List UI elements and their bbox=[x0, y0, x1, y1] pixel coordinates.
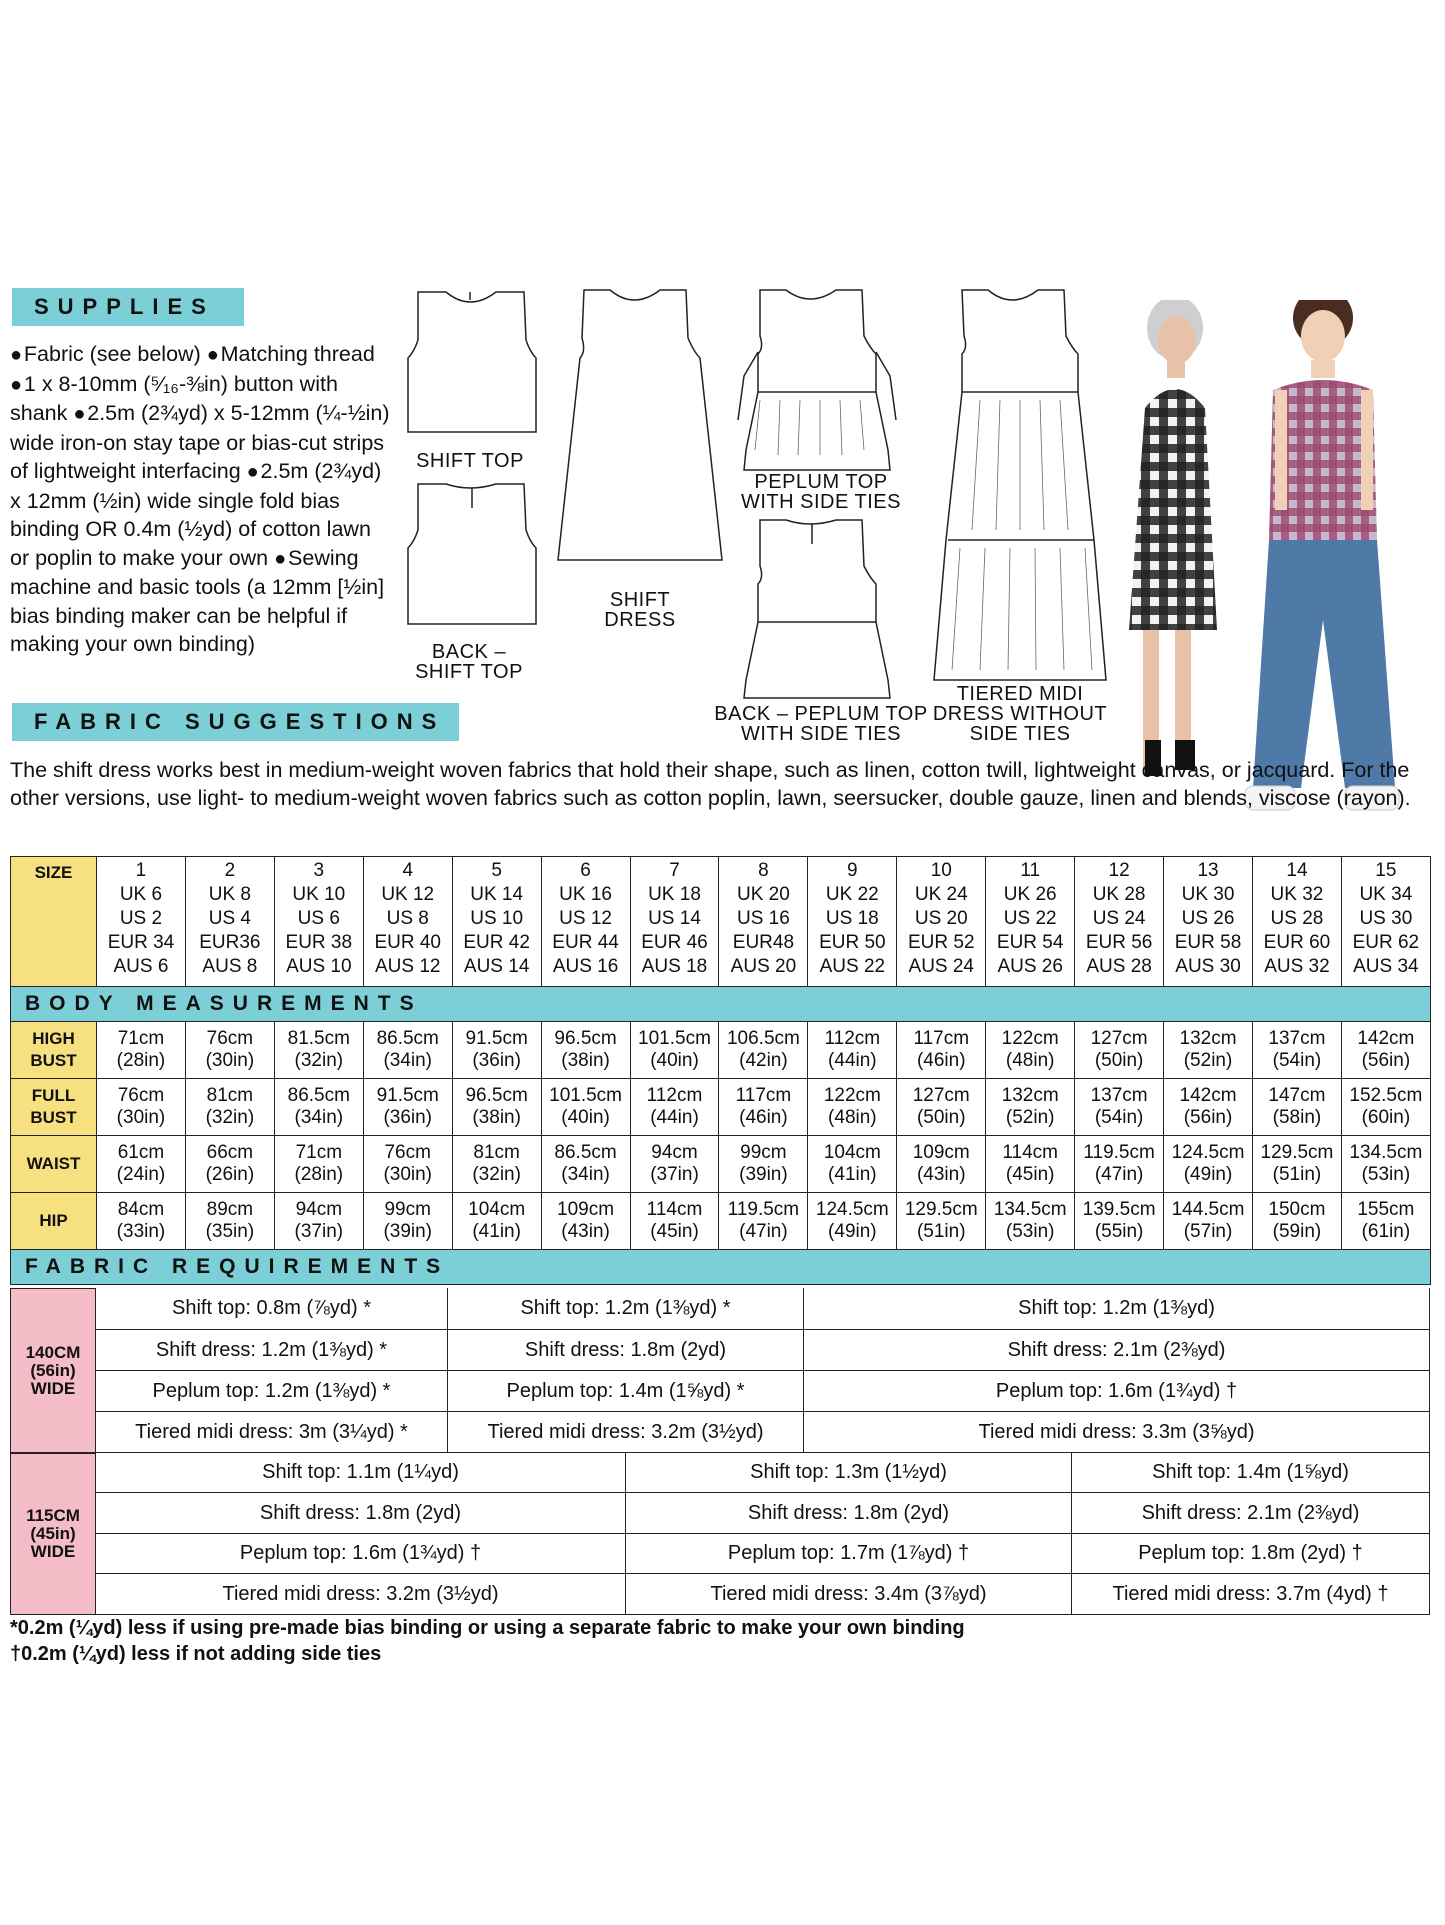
measurement-cell bbox=[541, 1079, 630, 1136]
measurement-in: (34in) bbox=[294, 1107, 344, 1128]
req-cell: Peplum top: 1.4m (1⅝yd) * bbox=[448, 1371, 804, 1411]
measurement-in: (56in) bbox=[1183, 1107, 1233, 1128]
measurement-cell bbox=[1075, 1136, 1164, 1193]
size-cell: 15 UK 34 US 30 EUR 62 AUS 34 bbox=[1341, 857, 1430, 987]
measurement-in: (40in) bbox=[650, 1050, 699, 1071]
req-cell: Tiered midi dress: 3m (3¼yd) * bbox=[96, 1412, 448, 1452]
measurement-in: (43in) bbox=[561, 1221, 610, 1242]
measurement-label: WAIST bbox=[11, 1136, 97, 1193]
measurement-cell bbox=[719, 1022, 808, 1079]
measurement-cm: 124.5cm bbox=[1171, 1142, 1245, 1163]
req-cell: Shift dress: 2.1m (2⅜yd) bbox=[1141, 1501, 1360, 1524]
measurement-in: (48in) bbox=[828, 1107, 877, 1128]
measurement-in: (53in) bbox=[1005, 1221, 1055, 1242]
req-cell: Peplum top: 1.8m (2yd) † bbox=[1138, 1542, 1363, 1564]
measurement-cell bbox=[1164, 1022, 1253, 1079]
req-row bbox=[96, 1412, 1430, 1453]
measurement-cell bbox=[1075, 1022, 1164, 1079]
measurement-cm: 81cm bbox=[206, 1085, 254, 1106]
measurement-cell bbox=[97, 1193, 186, 1250]
req-row bbox=[96, 1371, 1430, 1412]
measurement-cell bbox=[1252, 1079, 1341, 1136]
measurement-cell bbox=[719, 1079, 808, 1136]
measurement-in: (45in) bbox=[650, 1221, 699, 1242]
measurement-cell bbox=[541, 1022, 630, 1079]
measurement-in: (54in) bbox=[1272, 1050, 1322, 1071]
req-cell: Tiered midi dress: 3.7m (4yd) † bbox=[1112, 1582, 1389, 1605]
req-cell: Shift top: 1.1m (1¼yd) bbox=[96, 1453, 626, 1492]
measurement-in: (35in) bbox=[205, 1221, 255, 1242]
req-cell: Shift top: 1.4m (1⅝yd) bbox=[1152, 1461, 1349, 1483]
measurement-in: (24in) bbox=[116, 1164, 166, 1185]
measurement-cell bbox=[97, 1079, 186, 1136]
measurement-cm: 134.5cm bbox=[993, 1199, 1067, 1220]
measurement-cm: 104cm bbox=[823, 1142, 881, 1163]
measurement-cm: 142cm bbox=[1179, 1085, 1237, 1106]
measurement-cm: 71cm bbox=[117, 1028, 165, 1049]
measurement-cm: 114cm bbox=[646, 1199, 703, 1220]
fabric-suggestions-heading: FABRIC SUGGESTIONS bbox=[12, 703, 459, 741]
measurement-cm: 119.5cm bbox=[1083, 1142, 1155, 1163]
req-cell: Tiered midi dress: 3.3m (3⅝yd) bbox=[978, 1420, 1255, 1443]
measurement-in: (28in) bbox=[294, 1164, 344, 1185]
measurement-cell bbox=[808, 1022, 897, 1079]
size-cell: 12 UK 28 US 24 EUR 56 AUS 28 bbox=[1075, 857, 1164, 987]
measurement-cell bbox=[97, 1136, 186, 1193]
bullet-icon: ● bbox=[246, 461, 259, 483]
req-cell: Shift dress: 1.8m (2yd) bbox=[96, 1493, 626, 1533]
measurement-cell bbox=[897, 1136, 986, 1193]
measurement-in: (30in) bbox=[383, 1164, 433, 1185]
measurement-cm: 109cm bbox=[912, 1142, 970, 1163]
measurement-cell bbox=[452, 1079, 541, 1136]
measurement-cm: 99cm bbox=[740, 1142, 787, 1163]
size-cell: 11 UK 26 US 22 EUR 54 AUS 26 bbox=[986, 857, 1075, 987]
measurement-cell bbox=[97, 1022, 186, 1079]
measurement-cell bbox=[185, 1193, 274, 1250]
size-cell: 7 UK 18 US 14 EUR 46 AUS 18 bbox=[630, 857, 719, 987]
measurement-in: (48in) bbox=[1005, 1050, 1055, 1071]
measurement-cm: 91.5cm bbox=[465, 1028, 528, 1049]
measurement-cell bbox=[897, 1022, 986, 1079]
measurement-cell bbox=[630, 1079, 719, 1136]
measurement-cm: 104cm bbox=[468, 1199, 526, 1220]
measurement-in: (51in) bbox=[916, 1221, 966, 1242]
measurement-cell bbox=[630, 1022, 719, 1079]
measurement-cm: 122cm bbox=[1001, 1028, 1059, 1049]
measurement-in: (39in) bbox=[739, 1164, 788, 1185]
measurement-cm: 61cm bbox=[117, 1142, 165, 1163]
model-photo bbox=[1105, 300, 1435, 830]
measurement-cm: 81.5cm bbox=[287, 1028, 350, 1049]
measurement-cm: 132cm bbox=[1001, 1085, 1059, 1106]
measurement-in: (36in) bbox=[472, 1050, 521, 1071]
measurement-cm: 122cm bbox=[823, 1085, 881, 1106]
measurement-cell bbox=[986, 1136, 1075, 1193]
measurement-row bbox=[11, 1136, 1431, 1193]
measurement-cm: 134.5cm bbox=[1349, 1142, 1423, 1163]
measurement-cm: 147cm bbox=[1268, 1085, 1326, 1106]
measurement-cm: 109cm bbox=[557, 1199, 615, 1220]
measurement-in: (61in) bbox=[1361, 1221, 1411, 1242]
req-cell: Shift dress: 1.2m (1⅜yd) * bbox=[96, 1330, 448, 1370]
measurement-in: (43in) bbox=[916, 1164, 966, 1185]
measurement-in: (41in) bbox=[472, 1221, 521, 1242]
measurement-cell bbox=[274, 1193, 363, 1250]
measurement-in: (32in) bbox=[294, 1050, 344, 1071]
measurement-cell bbox=[897, 1193, 986, 1250]
measurement-in: (45in) bbox=[1005, 1164, 1055, 1185]
measurement-in: (57in) bbox=[1183, 1221, 1233, 1242]
label-peplum-top: PEPLUM TOP WITH SIDE TIES bbox=[741, 471, 901, 513]
measurement-in: (46in) bbox=[916, 1050, 966, 1071]
size-cell: 9 UK 22 US 18 EUR 50 AUS 22 bbox=[808, 857, 897, 987]
measurement-in: (36in) bbox=[383, 1107, 433, 1128]
measurement-in: (55in) bbox=[1094, 1221, 1144, 1242]
footnote-dagger: †0.2m (¼yd) less if not adding side ties bbox=[10, 1643, 382, 1665]
label-shift-top: SHIFT TOP bbox=[416, 450, 524, 472]
measurement-in: (50in) bbox=[1094, 1050, 1144, 1071]
measurement-in: (33in) bbox=[116, 1221, 166, 1242]
measurement-cm: 76cm bbox=[117, 1085, 165, 1106]
measurement-cm: 89cm bbox=[206, 1199, 254, 1220]
bullet-icon: ● bbox=[10, 344, 23, 366]
measurement-cm: 96.5cm bbox=[465, 1085, 528, 1106]
measurement-cell bbox=[1075, 1079, 1164, 1136]
size-cell: 6 UK 16 US 12 EUR 44 AUS 16 bbox=[541, 857, 630, 987]
measurement-cell bbox=[274, 1136, 363, 1193]
measurement-in: (49in) bbox=[828, 1221, 877, 1242]
measurement-cell bbox=[274, 1022, 363, 1079]
fabric-requirements-band bbox=[11, 1250, 1431, 1285]
measurement-cm: 86.5cm bbox=[376, 1028, 439, 1049]
measurement-cell bbox=[1164, 1136, 1253, 1193]
measurement-cell bbox=[630, 1136, 719, 1193]
measurement-in: (34in) bbox=[383, 1050, 433, 1071]
measurement-cell bbox=[185, 1022, 274, 1079]
measurement-cm: 99cm bbox=[384, 1199, 431, 1220]
measurement-cell bbox=[1341, 1193, 1430, 1250]
measurement-cell bbox=[363, 1193, 452, 1250]
measurement-cell bbox=[986, 1079, 1075, 1136]
measurement-cell bbox=[1075, 1193, 1164, 1250]
measurement-cm: 112cm bbox=[824, 1028, 881, 1049]
measurement-in: (44in) bbox=[650, 1107, 699, 1128]
measurement-cell bbox=[1252, 1022, 1341, 1079]
supply-item: Matching thread bbox=[220, 342, 375, 366]
measurement-cell bbox=[452, 1136, 541, 1193]
measurement-in: (52in) bbox=[1183, 1050, 1233, 1071]
width-label-140: 140CM (56in) WIDE bbox=[10, 1288, 96, 1453]
req-row bbox=[96, 1574, 1430, 1615]
measurement-cm: 150cm bbox=[1268, 1199, 1326, 1220]
measurement-in: (34in) bbox=[561, 1164, 610, 1185]
measurement-in: (59in) bbox=[1272, 1221, 1322, 1242]
measurement-cm: 101.5cm bbox=[549, 1085, 622, 1106]
req-cell: Peplum top: 1.2m (1⅜yd) * bbox=[96, 1371, 448, 1411]
measurement-cell bbox=[1164, 1079, 1253, 1136]
measurement-cm: 96.5cm bbox=[554, 1028, 617, 1049]
bullet-icon: ● bbox=[10, 373, 23, 396]
measurement-cell bbox=[363, 1136, 452, 1193]
measurement-cm: 94cm bbox=[651, 1142, 698, 1163]
supply-item: 1 x 8-10mm (⁵⁄₁₆-⅜in) button with shank bbox=[10, 371, 338, 425]
measurement-in: (50in) bbox=[916, 1107, 966, 1128]
measurement-cell bbox=[541, 1136, 630, 1193]
req-cell: Shift top: 1.2m (1⅜yd) * bbox=[448, 1288, 804, 1329]
measurement-in: (30in) bbox=[116, 1107, 166, 1128]
measurement-in: (40in) bbox=[561, 1107, 610, 1128]
measurement-cell bbox=[1252, 1136, 1341, 1193]
measurement-cm: 152.5cm bbox=[1349, 1085, 1423, 1106]
measurement-cm: 119.5cm bbox=[727, 1199, 800, 1220]
size-cell: 8 UK 20 US 16 EUR48 AUS 20 bbox=[719, 857, 808, 987]
supply-item: Fabric (see below) bbox=[23, 342, 201, 366]
measurement-in: (51in) bbox=[1272, 1164, 1322, 1185]
measurement-cell bbox=[363, 1079, 452, 1136]
measurement-row bbox=[11, 1193, 1431, 1250]
supply-item: Sewing machine and basic tools (a 12mm [½in] bias binding maker can be helpful if making your own binding) bbox=[10, 545, 385, 656]
measurement-cell bbox=[185, 1079, 274, 1136]
measurement-row bbox=[11, 1022, 1431, 1079]
measurement-cm: 137cm bbox=[1268, 1028, 1326, 1049]
req-cell: Tiered midi dress: 3.4m (3⅞yd) bbox=[626, 1574, 1072, 1614]
measurement-cm: 137cm bbox=[1090, 1085, 1148, 1106]
measurement-cm: 124.5cm bbox=[815, 1199, 889, 1220]
width-label-115: 115CM (45in) WIDE bbox=[10, 1453, 96, 1615]
measurement-cm: 127cm bbox=[912, 1085, 970, 1106]
measurement-in: (39in) bbox=[383, 1221, 433, 1242]
measurement-in: (56in) bbox=[1361, 1050, 1411, 1071]
measurement-in: (32in) bbox=[472, 1164, 521, 1185]
measurement-in: (44in) bbox=[828, 1050, 877, 1071]
supplies-heading: SUPPLIES bbox=[12, 288, 244, 326]
size-cell: 10 UK 24 US 20 EUR 52 AUS 24 bbox=[897, 857, 986, 987]
label-back-shift-top: BACK – SHIFT TOP bbox=[415, 641, 523, 683]
req-row bbox=[96, 1493, 1430, 1534]
measurement-label: FULL BUST bbox=[11, 1079, 97, 1136]
measurement-cm: 144.5cm bbox=[1171, 1199, 1245, 1220]
measurement-cell bbox=[808, 1136, 897, 1193]
measurement-cm: 84cm bbox=[117, 1199, 165, 1220]
req-cell: Peplum top: 1.7m (1⅞yd) † bbox=[626, 1534, 1072, 1573]
req-cell: Tiered midi dress: 3.2m (3½yd) bbox=[96, 1574, 626, 1614]
measurement-in: (47in) bbox=[1094, 1164, 1144, 1185]
measurement-cell bbox=[808, 1079, 897, 1136]
measurement-in: (53in) bbox=[1361, 1164, 1411, 1185]
measurement-cm: 132cm bbox=[1179, 1028, 1237, 1049]
measurement-in: (37in) bbox=[650, 1164, 699, 1185]
measurement-cell bbox=[541, 1193, 630, 1250]
measurement-in: (54in) bbox=[1094, 1107, 1144, 1128]
measurement-cm: 76cm bbox=[384, 1142, 431, 1163]
req-cell: Peplum top: 1.6m (1¾yd) † bbox=[995, 1379, 1238, 1402]
req-row bbox=[96, 1534, 1430, 1574]
measurement-in: (47in) bbox=[739, 1221, 788, 1242]
measurement-in: (26in) bbox=[205, 1164, 255, 1185]
measurement-in: (38in) bbox=[561, 1050, 610, 1071]
label-back-peplum-top: BACK – PEPLUM TOP WITH SIDE TIES bbox=[714, 703, 928, 745]
measurement-cm: 91.5cm bbox=[376, 1085, 439, 1106]
req-row bbox=[96, 1453, 1430, 1493]
size-cell: 1 UK 6 US 2 EUR 34 AUS 6 bbox=[97, 857, 186, 987]
measurement-cell bbox=[719, 1136, 808, 1193]
body-measurements-heading: BODY MEASUREMENTS bbox=[11, 987, 1431, 1022]
measurement-cm: 106.5cm bbox=[726, 1028, 800, 1049]
measurement-cm: 142cm bbox=[1357, 1028, 1415, 1049]
fabric-req-140 bbox=[10, 1288, 1430, 1453]
measurement-cm: 86.5cm bbox=[287, 1085, 350, 1106]
label-shift-dress: SHIFT DRESS bbox=[604, 589, 676, 631]
measurement-cm: 76cm bbox=[206, 1028, 254, 1049]
size-row bbox=[11, 857, 1431, 987]
measurement-cell bbox=[719, 1193, 808, 1250]
label-tiered-midi: TIERED MIDI DRESS WITHOUT SIDE TIES bbox=[932, 683, 1108, 745]
measurement-cm: 155cm bbox=[1357, 1199, 1415, 1220]
measurement-in: (41in) bbox=[828, 1164, 877, 1185]
measurement-cell bbox=[363, 1022, 452, 1079]
req-cell: Shift dress: 1.8m (2yd) bbox=[448, 1330, 804, 1370]
bullet-icon: ● bbox=[274, 547, 287, 570]
measurement-cell bbox=[986, 1193, 1075, 1250]
size-cell: 14 UK 32 US 28 EUR 60 AUS 32 bbox=[1252, 857, 1341, 987]
measurement-cm: 117cm bbox=[735, 1085, 792, 1106]
measurement-cell bbox=[452, 1022, 541, 1079]
measurement-cm: 81cm bbox=[473, 1142, 520, 1163]
measurement-in: (42in) bbox=[739, 1050, 788, 1071]
supply-item: 2.5m (2¾yd) x 5-12mm (¼-½in) wide iron-on stay tape or bias-cut strips of lightweight interfacing bbox=[10, 401, 390, 483]
size-cell: 5 UK 14 US 10 EUR 42 AUS 14 bbox=[452, 857, 541, 987]
bullet-icon: ● bbox=[206, 344, 219, 366]
measurement-cm: 139.5cm bbox=[1082, 1199, 1156, 1220]
req-cell: Shift top: 0.8m (⅞yd) * bbox=[96, 1288, 448, 1329]
size-cell: 13 UK 30 US 26 EUR 58 AUS 30 bbox=[1164, 857, 1253, 987]
footnotes bbox=[10, 1615, 965, 1667]
req-cell: Tiered midi dress: 3.2m (3½yd) bbox=[448, 1412, 804, 1452]
measurement-cell bbox=[897, 1079, 986, 1136]
req-cell: Shift top: 1.2m (1⅜yd) bbox=[1018, 1297, 1215, 1319]
measurement-cell bbox=[452, 1193, 541, 1250]
measurement-cm: 101.5cm bbox=[638, 1028, 711, 1049]
measurement-label: HIGH BUST bbox=[11, 1022, 97, 1079]
measurement-cell bbox=[274, 1079, 363, 1136]
measurement-cell bbox=[1341, 1079, 1430, 1136]
fabric-req-115 bbox=[10, 1453, 1430, 1615]
measurement-cell bbox=[1341, 1136, 1430, 1193]
fabric-suggestions-text: The shift dress works best in medium-weight woven fabrics that hold their shape, such as linen, cotton twill, lightweight canvas, or jacquard. For the other versions, use light- to medium-weight woven fabrics such as cotton poplin, lawn, seersucker, double gauze, linen and blends, viscose (rayon). bbox=[10, 758, 1411, 810]
body-measurements-band bbox=[11, 987, 1431, 1022]
measurement-cell bbox=[1252, 1193, 1341, 1250]
measurement-label: HIP bbox=[11, 1193, 97, 1250]
measurement-cm: 114cm bbox=[1002, 1142, 1058, 1163]
footnote-asterisk: *0.2m (¼yd) less if using pre-made bias binding or using a separate fabric to make your own binding bbox=[10, 1617, 965, 1639]
measurement-cell bbox=[1164, 1193, 1253, 1250]
measurement-row bbox=[11, 1079, 1431, 1136]
size-cell: 2 UK 8 US 4 EUR36 AUS 8 bbox=[185, 857, 274, 987]
measurement-in: (60in) bbox=[1361, 1107, 1411, 1128]
measurement-in: (38in) bbox=[472, 1107, 521, 1128]
measurement-cell bbox=[808, 1193, 897, 1250]
measurement-cm: 66cm bbox=[206, 1142, 254, 1163]
measurement-in: (58in) bbox=[1272, 1107, 1322, 1128]
measurement-cm: 71cm bbox=[295, 1142, 343, 1163]
fabric-requirements-heading: FABRIC REQUIREMENTS bbox=[11, 1250, 1431, 1285]
measurement-cell bbox=[185, 1136, 274, 1193]
req-row bbox=[96, 1288, 1430, 1330]
measurement-in: (52in) bbox=[1005, 1107, 1055, 1128]
measurement-in: (49in) bbox=[1183, 1164, 1233, 1185]
measurement-in: (32in) bbox=[205, 1107, 255, 1128]
measurement-cm: 129.5cm bbox=[904, 1199, 978, 1220]
measurement-cm: 129.5cm bbox=[1260, 1142, 1334, 1163]
req-cell: Shift dress: 2.1m (2⅜yd) bbox=[1007, 1338, 1226, 1361]
req-cell: Peplum top: 1.6m (1¾yd) † bbox=[96, 1534, 626, 1573]
measurement-cm: 94cm bbox=[295, 1199, 343, 1220]
size-chart bbox=[10, 856, 1431, 1285]
supply-item: 2.5m (2¾yd) x 12mm (½in) wide single fold bias binding OR 0.4m (½yd) of cotton lawn or poplin to make your own bbox=[10, 459, 382, 570]
measurement-in: (28in) bbox=[116, 1050, 166, 1071]
size-label: SIZE bbox=[11, 857, 97, 987]
measurement-cm: 117cm bbox=[913, 1028, 970, 1049]
measurement-cm: 127cm bbox=[1090, 1028, 1148, 1049]
measurement-cm: 112cm bbox=[646, 1085, 703, 1106]
measurement-cell bbox=[1341, 1022, 1430, 1079]
size-cell: 3 UK 10 US 6 EUR 38 AUS 10 bbox=[274, 857, 363, 987]
size-cell: 4 UK 12 US 8 EUR 40 AUS 12 bbox=[363, 857, 452, 987]
measurement-cell bbox=[630, 1193, 719, 1250]
bullet-icon: ● bbox=[73, 403, 86, 425]
measurement-in: (37in) bbox=[294, 1221, 344, 1242]
measurement-cell bbox=[986, 1022, 1075, 1079]
measurement-in: (46in) bbox=[739, 1107, 788, 1128]
req-row bbox=[96, 1330, 1430, 1371]
req-cell: Shift dress: 1.8m (2yd) bbox=[626, 1493, 1072, 1533]
measurement-in: (30in) bbox=[205, 1050, 255, 1071]
req-cell: Shift top: 1.3m (1½yd) bbox=[626, 1453, 1072, 1492]
measurement-cm: 86.5cm bbox=[554, 1142, 617, 1163]
